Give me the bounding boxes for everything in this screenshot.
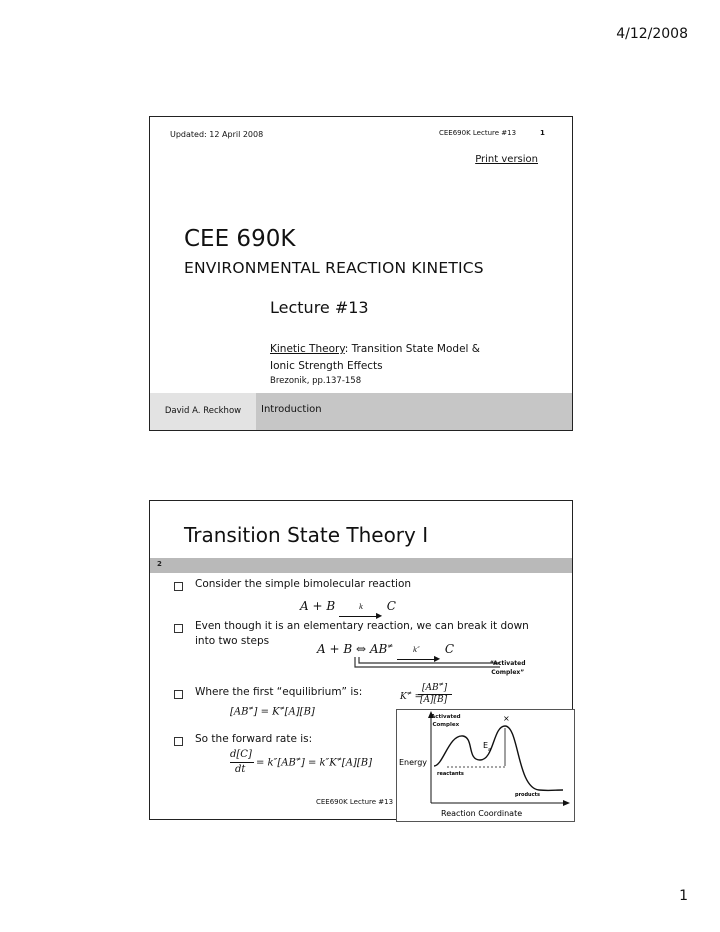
page-number: 1 [679,888,688,904]
slide-footer: CEE690K Lecture #13 [316,798,394,806]
slide-2: Transition State Theory I 2 Consider the simple bimolecular reaction A + B k ▶ C Even though it is an elementary reaction, we can break it down into two steps A + B ⇔ AB≠ k″ ▶ C “Activated Complex” Where the first “equilibrium” is: K≠ = [AB≠] [A][B] [AB≠] = K≠[A][B] So the forward rate is: d[C] dt = k″[AB≠] = k″K≠[A][B] CEE690K Lecture #13 × E a Energy reactants products Reaction Coordinate Activated Complex [149,500,573,820]
reaction-coordinate-label: Reaction Coordinate [441,809,523,818]
energy-curve [434,726,563,790]
activated-complex-label: “Activated Complex” [490,660,526,676]
footer-section: Introduction [256,393,572,430]
bullet-icon [174,582,183,591]
slide-footer [150,393,572,430]
reaction-equation: A + B k ▶ C [300,599,396,620]
course-title: CEE 690K [184,226,296,252]
updated-date: Updated: 12 April 2008 [170,130,264,139]
reading-reference: Brezonik, pp.137-158 [270,376,362,386]
lecture-number: Lecture #13 [270,298,369,317]
bullet-text: Where the first “equilibrium” is: [195,686,363,698]
slide-number: 2 [157,560,162,568]
peak-marker: × [503,714,510,723]
ea-subscript: a [488,747,492,753]
course-subtitle: ENVIRONMENTAL REACTION KINETICS [184,259,484,277]
energy-diagram-plot [397,710,574,821]
page-date: 4/12/2008 [616,26,688,42]
complex-concentration-equation: [AB≠] = K≠[A][B] [230,705,315,718]
bullet-icon [174,624,183,633]
slide-number: 1 [540,129,545,137]
topic-prefix: Kinetic Theory [270,343,345,355]
reactants-label: reactants [437,771,464,777]
bullet-text: Even though it is an elementary reaction, we can break it down [195,620,529,632]
course-reference: CEE690K Lecture #13 [439,129,517,137]
footer-author: David A. Reckhow [150,393,256,430]
x-axis-arrow [563,800,570,806]
slide-title: Transition State Theory I [184,523,429,547]
topic-rest: : Transition State Model & [344,343,480,355]
print-version-link[interactable]: Print version [475,154,538,165]
energy-axis-label: Energy [399,758,428,767]
slide-1 [149,116,573,431]
lecture-topic [270,341,540,375]
activated-complex-diagram-label: Activated Complex [431,714,461,728]
products-label: products [515,792,540,798]
title-band [150,558,572,573]
bullet-text: So the forward rate is: [195,733,313,745]
two-step-equation: A + B ⇔ AB≠ k″ ▶ C [317,642,455,663]
bullet-icon [174,737,183,746]
bullet-text: Consider the simple bimolecular reaction [195,578,412,590]
ea-label: E [483,741,489,750]
activated-complex-bracket [350,655,510,677]
bullet-text-continued: into two steps [195,635,270,647]
energy-diagram [396,709,575,822]
topic-line-2: Ionic Strength Effects [270,360,383,372]
bullet-icon [174,690,183,699]
